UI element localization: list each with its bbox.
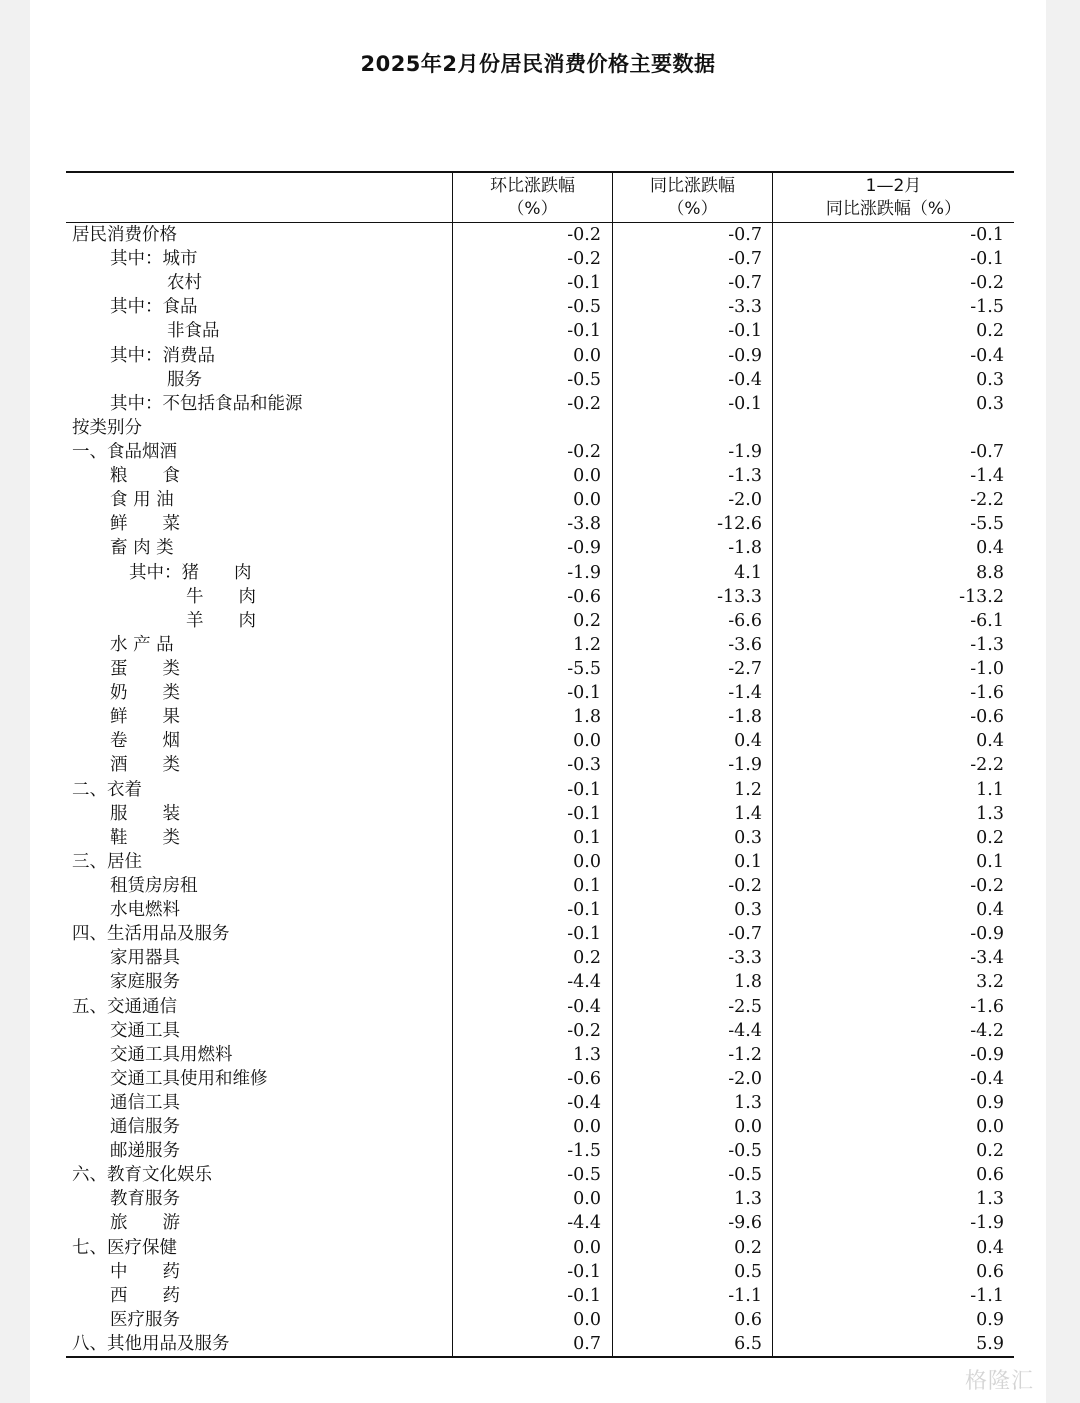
table-row — [66, 898, 1014, 922]
cell-mom: -0.1 — [567, 1285, 601, 1306]
cell-yoy: -0.1 — [728, 393, 762, 414]
cell-ytd: 0.2 — [976, 827, 1004, 848]
cell-mom: 0.0 — [573, 731, 601, 752]
row-label: 四、生活用品及服务 — [72, 924, 230, 945]
row-label: 按类别分 — [72, 417, 142, 438]
cell-yoy: 1.3 — [734, 1189, 762, 1210]
table-row — [66, 922, 1014, 946]
cell-ytd: 1.1 — [976, 779, 1004, 800]
cell-yoy: 1.8 — [734, 972, 762, 993]
header-mom-line1: 环比涨跌幅 — [490, 175, 575, 196]
cell-mom: 1.2 — [573, 634, 601, 655]
row-label: 家庭服务 — [110, 972, 180, 993]
cell-mom: -0.2 — [567, 1020, 601, 1041]
cell-mom: -0.1 — [567, 924, 601, 945]
cell-mom: -0.2 — [567, 441, 601, 462]
header-mom — [453, 173, 612, 222]
table-row — [66, 464, 1014, 488]
row-label: 教育服务 — [110, 1189, 180, 1210]
cell-mom: -1.9 — [567, 562, 601, 583]
row-label: 西 药 — [110, 1285, 180, 1306]
cell-ytd: -2.2 — [970, 490, 1004, 511]
cell-yoy: -3.3 — [728, 297, 762, 318]
header-ytd-line2: 同比涨跌幅（%） — [825, 198, 962, 219]
table-row — [66, 561, 1014, 585]
table-row — [66, 1260, 1014, 1284]
cell-yoy: 0.2 — [734, 1237, 762, 1258]
cell-mom: -0.6 — [567, 1068, 601, 1089]
cell-ytd: 0.2 — [976, 321, 1004, 342]
header-yoy-line1: 同比涨跌幅 — [650, 175, 735, 196]
table-row — [66, 874, 1014, 898]
cell-ytd: -0.6 — [970, 707, 1004, 728]
cell-ytd: -0.9 — [970, 924, 1004, 945]
cell-yoy: -2.7 — [728, 658, 762, 679]
cell-yoy: -0.4 — [728, 369, 762, 390]
row-label: 农村 — [167, 273, 202, 294]
row-label: 酒 类 — [110, 755, 180, 776]
table-row — [66, 1236, 1014, 1260]
table-row — [66, 536, 1014, 560]
cell-mom: 0.1 — [573, 827, 601, 848]
table-row — [66, 1187, 1014, 1211]
cell-ytd: -0.9 — [970, 1044, 1004, 1065]
cell-yoy: -1.8 — [728, 538, 762, 559]
cell-ytd: -1.0 — [970, 658, 1004, 679]
row-label: 非食品 — [167, 321, 220, 342]
cell-mom: -0.2 — [567, 249, 601, 270]
table-row — [66, 850, 1014, 874]
cell-ytd: -4.2 — [970, 1020, 1004, 1041]
cell-mom: -5.5 — [567, 658, 601, 679]
header-ytd — [773, 173, 1014, 222]
table-row — [66, 1067, 1014, 1091]
cell-yoy: -13.3 — [717, 586, 762, 607]
cell-yoy: -3.6 — [728, 634, 762, 655]
table-row — [66, 440, 1014, 464]
cell-ytd: -0.1 — [970, 225, 1004, 245]
cell-yoy: -9.6 — [728, 1213, 762, 1234]
cell-ytd: 8.8 — [976, 562, 1004, 583]
table-row — [66, 753, 1014, 777]
cell-yoy: -0.9 — [728, 345, 762, 366]
cell-ytd: 0.6 — [976, 1165, 1004, 1186]
table-row — [66, 295, 1014, 319]
cell-yoy: -1.3 — [728, 466, 762, 487]
row-label: 卷 烟 — [110, 731, 180, 752]
row-label: 家用器具 — [110, 948, 180, 969]
row-label: 通信服务 — [110, 1117, 180, 1138]
row-label: 其中：城市 — [110, 249, 198, 270]
cell-yoy: 0.1 — [734, 851, 762, 872]
row-label: 鞋 类 — [110, 827, 180, 848]
cell-mom: -4.4 — [567, 1213, 601, 1234]
table-row — [66, 681, 1014, 705]
row-label: 奶 类 — [110, 683, 180, 704]
cell-yoy: 1.4 — [734, 803, 762, 824]
row-label: 医疗服务 — [110, 1309, 180, 1330]
cell-mom: -0.1 — [567, 900, 601, 921]
cell-mom: 0.2 — [573, 610, 601, 631]
row-label: 交通工具用燃料 — [110, 1044, 233, 1065]
cell-yoy: -1.1 — [728, 1285, 762, 1306]
table-row — [66, 946, 1014, 970]
table-row — [66, 271, 1014, 295]
table-row — [66, 392, 1014, 416]
table-bottom-rule — [66, 1356, 1014, 1358]
row-label: 水 产 品 — [110, 634, 174, 655]
row-label: 畜 肉 类 — [110, 538, 174, 559]
cell-ytd: -0.4 — [970, 1068, 1004, 1089]
cell-mom: -0.1 — [567, 1261, 601, 1282]
cell-yoy: -4.4 — [728, 1020, 762, 1041]
cell-ytd: 0.1 — [976, 851, 1004, 872]
table-row — [66, 344, 1014, 368]
table-row — [66, 1019, 1014, 1043]
table-row — [66, 995, 1014, 1019]
table-row — [66, 1211, 1014, 1235]
cell-mom: -0.4 — [567, 1092, 601, 1113]
cell-yoy: 0.6 — [734, 1309, 762, 1330]
cell-mom: 0.7 — [573, 1334, 601, 1355]
cell-yoy: 0.5 — [734, 1261, 762, 1282]
cell-yoy: -0.7 — [728, 924, 762, 945]
row-label: 交通工具使用和维修 — [110, 1068, 268, 1089]
cell-yoy: 0.3 — [734, 827, 762, 848]
cell-mom: 0.0 — [573, 1117, 601, 1138]
row-label: 租赁房房租 — [110, 875, 198, 896]
cell-ytd: 0.9 — [976, 1309, 1004, 1330]
cell-yoy: -1.2 — [728, 1044, 762, 1065]
table-row — [66, 778, 1014, 802]
cell-ytd: 0.9 — [976, 1092, 1004, 1113]
row-label: 八、其他用品及服务 — [72, 1334, 230, 1355]
cell-mom: 0.0 — [573, 1309, 601, 1330]
table-row — [66, 1284, 1014, 1308]
row-label: 其中：猪 肉 — [129, 562, 252, 583]
cell-mom: 0.0 — [573, 345, 601, 366]
cell-yoy: -12.6 — [717, 514, 762, 535]
table-row — [66, 657, 1014, 681]
row-label: 通信工具 — [110, 1092, 180, 1113]
table-row — [66, 1115, 1014, 1139]
cell-ytd: -0.4 — [970, 345, 1004, 366]
table-row — [66, 585, 1014, 609]
table-row — [66, 488, 1014, 512]
table-row — [66, 1139, 1014, 1163]
cell-mom: 1.8 — [573, 707, 601, 728]
cell-mom: -0.2 — [567, 225, 601, 245]
document-page — [30, 0, 1046, 1403]
row-label: 中 药 — [110, 1261, 180, 1282]
cell-ytd: 0.3 — [976, 393, 1004, 414]
cell-mom: -0.1 — [567, 321, 601, 342]
table-row — [66, 802, 1014, 826]
cell-yoy: -1.9 — [728, 441, 762, 462]
header-yoy-line2: （%） — [667, 198, 718, 219]
row-label: 服务 — [167, 369, 202, 390]
header-ytd-line1: 1—2月 — [865, 175, 922, 196]
header-mom-line2: （%） — [507, 198, 558, 219]
cell-yoy: -1.4 — [728, 683, 762, 704]
cell-yoy: -0.7 — [728, 225, 762, 245]
table-row — [66, 633, 1014, 657]
table-row — [66, 223, 1014, 247]
cell-mom: 0.2 — [573, 948, 601, 969]
cell-ytd: 0.4 — [976, 538, 1004, 559]
table-row — [66, 826, 1014, 850]
cell-mom: 0.0 — [573, 851, 601, 872]
row-label: 牛 肉 — [186, 586, 256, 607]
cell-ytd: -5.5 — [970, 514, 1004, 535]
cell-ytd: -1.9 — [970, 1213, 1004, 1234]
table-row — [66, 1163, 1014, 1187]
table-row — [66, 416, 1014, 440]
cell-ytd: 0.0 — [976, 1117, 1004, 1138]
cell-yoy: -0.5 — [728, 1141, 762, 1162]
cell-yoy: -0.2 — [728, 875, 762, 896]
cell-yoy: -1.9 — [728, 755, 762, 776]
cell-mom: -1.5 — [567, 1141, 601, 1162]
cell-yoy: -1.8 — [728, 707, 762, 728]
table-row — [66, 1332, 1014, 1356]
row-label: 其中：食品 — [110, 297, 198, 318]
cell-ytd: -1.4 — [970, 466, 1004, 487]
table-row — [66, 1091, 1014, 1115]
row-label: 羊 肉 — [186, 610, 256, 631]
cell-yoy: -6.6 — [728, 610, 762, 631]
cell-yoy: 0.0 — [734, 1117, 762, 1138]
cell-mom: -0.1 — [567, 683, 601, 704]
cell-mom: -0.1 — [567, 803, 601, 824]
cell-yoy: 4.1 — [734, 562, 762, 583]
cell-ytd: -1.1 — [970, 1285, 1004, 1306]
page-title: 2025年2月份居民消费价格主要数据 — [360, 52, 716, 76]
cell-ytd: 3.2 — [976, 972, 1004, 993]
cell-mom: -0.3 — [567, 755, 601, 776]
row-label: 五、交通通信 — [72, 996, 177, 1017]
table-row — [66, 609, 1014, 633]
row-label: 居民消费价格 — [72, 225, 177, 245]
cell-yoy — [613, 416, 762, 440]
cell-yoy: 0.4 — [734, 731, 762, 752]
cell-mom: 0.1 — [573, 875, 601, 896]
cell-yoy: -3.3 — [728, 948, 762, 969]
row-label: 蛋 类 — [110, 658, 180, 679]
row-label: 旅 游 — [110, 1213, 180, 1234]
cell-mom: -0.6 — [567, 586, 601, 607]
cell-ytd: 1.3 — [976, 803, 1004, 824]
table-row — [66, 705, 1014, 729]
cell-ytd: -0.2 — [970, 875, 1004, 896]
row-label: 七、医疗保健 — [72, 1237, 177, 1258]
cell-yoy: 0.3 — [734, 900, 762, 921]
cell-mom: -0.1 — [567, 779, 601, 800]
row-label: 水电燃料 — [110, 900, 180, 921]
table-row — [66, 319, 1014, 343]
cell-ytd: 0.3 — [976, 369, 1004, 390]
table-row — [66, 1308, 1014, 1332]
cell-mom: 0.0 — [573, 466, 601, 487]
cell-yoy: -0.7 — [728, 249, 762, 270]
table-row — [66, 970, 1014, 994]
table-row — [66, 247, 1014, 271]
cell-mom: -0.9 — [567, 538, 601, 559]
row-label: 三、居住 — [72, 851, 142, 872]
row-label: 邮递服务 — [110, 1141, 180, 1162]
cell-mom: -4.4 — [567, 972, 601, 993]
table-row — [66, 512, 1014, 536]
watermark-logo: 格隆汇 — [964, 1369, 1034, 1394]
cell-yoy: -2.0 — [728, 490, 762, 511]
cell-ytd: -1.5 — [970, 297, 1004, 318]
cell-ytd: 0.6 — [976, 1261, 1004, 1282]
cell-ytd — [773, 416, 1004, 440]
row-label: 鲜 果 — [110, 707, 180, 728]
row-label: 服 装 — [110, 803, 180, 824]
table-row — [66, 729, 1014, 753]
cell-mom: -0.5 — [567, 1165, 601, 1186]
cell-ytd: 0.4 — [976, 731, 1004, 752]
cell-mom: -0.5 — [567, 369, 601, 390]
cell-ytd: 0.4 — [976, 1237, 1004, 1258]
cell-mom: 0.0 — [573, 490, 601, 511]
cell-yoy: -0.5 — [728, 1165, 762, 1186]
row-label: 其中：不包括食品和能源 — [110, 393, 303, 414]
cell-ytd: 5.9 — [976, 1334, 1004, 1355]
cell-ytd: -3.4 — [970, 948, 1004, 969]
cell-mom: -0.5 — [567, 297, 601, 318]
cell-ytd: -6.1 — [970, 610, 1004, 631]
row-label: 粮 食 — [110, 466, 180, 487]
cell-mom: 1.3 — [573, 1044, 601, 1065]
table-body — [66, 223, 1014, 1356]
cell-yoy: -0.1 — [728, 321, 762, 342]
cell-mom: -0.4 — [567, 996, 601, 1017]
cell-ytd: -2.2 — [970, 755, 1004, 776]
cell-ytd: -1.3 — [970, 634, 1004, 655]
cell-mom — [453, 416, 601, 440]
cell-ytd: 1.3 — [976, 1189, 1004, 1210]
header-yoy — [613, 173, 772, 222]
cell-mom: -0.1 — [567, 273, 601, 294]
cell-yoy: -2.0 — [728, 1068, 762, 1089]
row-label: 其中：消费品 — [110, 345, 215, 366]
cell-ytd: -0.7 — [970, 441, 1004, 462]
row-label: 交通工具 — [110, 1020, 180, 1041]
cell-ytd: -0.2 — [970, 273, 1004, 294]
cell-yoy: -2.5 — [728, 996, 762, 1017]
cell-mom: -3.8 — [567, 514, 601, 535]
cell-yoy: -0.7 — [728, 273, 762, 294]
cell-ytd: -13.2 — [959, 586, 1004, 607]
row-label: 六、教育文化娱乐 — [72, 1165, 212, 1186]
cell-ytd: -1.6 — [970, 683, 1004, 704]
cell-yoy: 1.2 — [734, 779, 762, 800]
row-label: 鲜 菜 — [110, 514, 180, 535]
row-label: 二、衣着 — [72, 779, 142, 800]
table-row — [66, 368, 1014, 392]
cell-ytd: 0.4 — [976, 900, 1004, 921]
cell-mom: -0.2 — [567, 393, 601, 414]
cell-ytd: -1.6 — [970, 996, 1004, 1017]
cell-ytd: 0.2 — [976, 1141, 1004, 1162]
cell-ytd: -0.1 — [970, 249, 1004, 270]
cell-yoy: 6.5 — [734, 1334, 762, 1355]
row-label: 一、食品烟酒 — [72, 441, 177, 462]
cell-mom: 0.0 — [573, 1189, 601, 1210]
cell-mom: 0.0 — [573, 1237, 601, 1258]
row-label: 食 用 油 — [110, 490, 174, 511]
cell-yoy: 1.3 — [734, 1092, 762, 1113]
table-row — [66, 1043, 1014, 1067]
